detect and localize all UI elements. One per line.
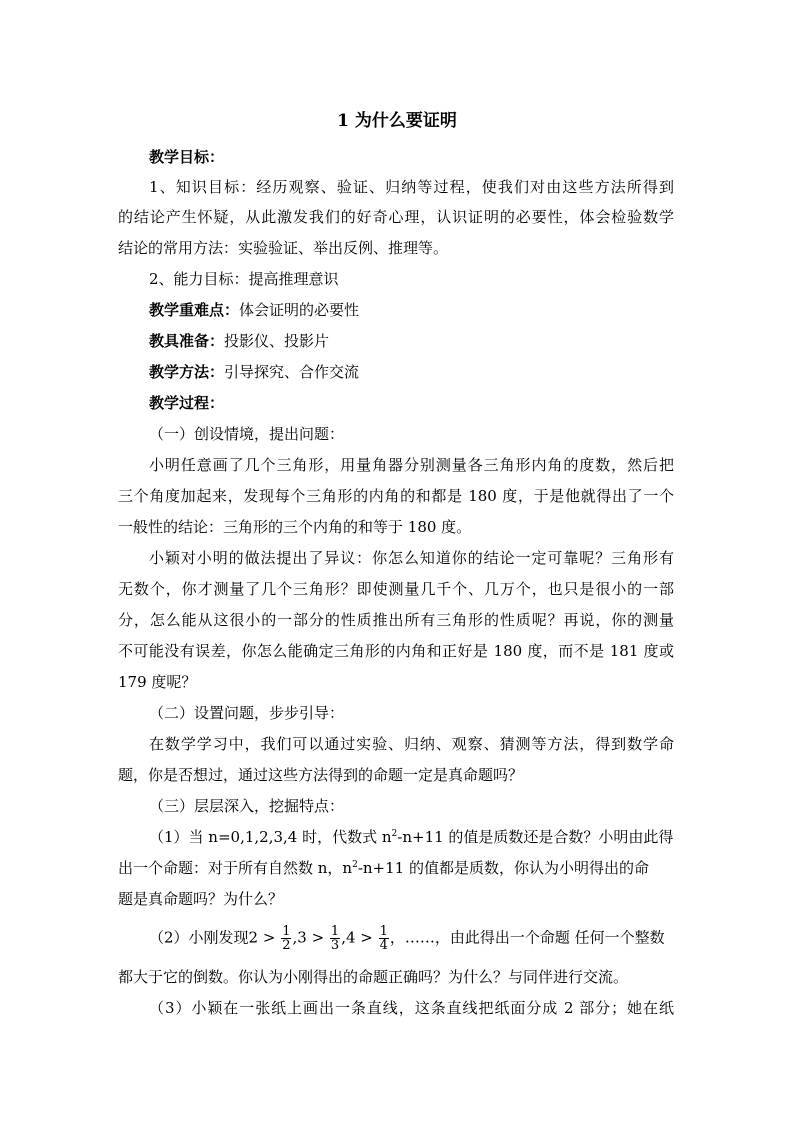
- goal1-line3: 结论的常用方法：实验验证、举出反例、推理等。: [118, 239, 449, 257]
- p3-line2: 题，你是否想过，通过这些方法得到的命题一定是真命题吗？: [118, 766, 524, 784]
- key-label: 教学重难点：: [149, 301, 240, 319]
- key-points: [149, 299, 705, 320]
- method-label: 教学方法：: [149, 363, 225, 381]
- q2-prefix: （2）小刚发现: [149, 928, 249, 947]
- q1-line2-a: 出一个命题：对于所有自然数 n，n: [118, 859, 353, 877]
- p2-line5: 179 度呢？: [118, 673, 197, 691]
- goal1-line2: 的结论产生怀疑，从此激发我们的好奇心理，认识证明的必要性，体会检验数学: [118, 208, 674, 226]
- q2-ineq1: 2 >: [248, 928, 281, 947]
- fraction-half: $\frac{1}{2}$: [282, 924, 291, 953]
- section3-heading: （三）层层深入，挖掘特点：: [149, 797, 345, 815]
- process-heading: 教学过程：: [149, 394, 225, 412]
- q2-line1: [149, 925, 705, 952]
- q1-line1-b: -n+11 的值是质数还是合数？小明由此得: [397, 828, 674, 846]
- p3-line1: 在数学学习中，我们可以通过实验、归纳、观察、猜测等方法，得到数学命: [149, 735, 674, 753]
- q1-line2: [118, 857, 674, 878]
- method: [149, 361, 705, 382]
- section2-heading: （二）设置问题，步步引导：: [149, 704, 345, 722]
- q1-line3: 题是真命题吗？为什么？: [118, 890, 284, 908]
- tools: [149, 330, 705, 351]
- tools-label: 教具准备：: [149, 332, 225, 350]
- p2-line4: 不可能没有误差，你怎么能确定三角形的内角和正好是 180 度，而不是 181 度或: [118, 642, 674, 660]
- page-title: 1 为什么要证明: [337, 111, 457, 131]
- p1-line3: 一般性的结论：三角形的三个内角的和等于 180 度。: [118, 518, 472, 536]
- q1-line2-exponent: 2: [352, 860, 358, 870]
- p2-line3: 分，怎么能从这很小的一部分的性质推出所有三角形的性质呢？再说，你的测量: [118, 611, 674, 629]
- q3-line1: （3）小颖在一张纸上画出一条直线，这条直线把纸面分成 2 部分；她在纸: [149, 999, 674, 1017]
- section1-heading: （一）创设情境，提出问题：: [149, 425, 345, 443]
- goals-heading: 教学目标：: [149, 148, 225, 166]
- q1-line2-b: -n+11 的值都是质数，你认为小明得出的命: [357, 859, 649, 877]
- p1-line1: 小明任意画了几个三角形，用量角器分别测量各三角形内角的度数，然后把: [149, 456, 674, 474]
- p2-line2: 无数个，你才测量了几个三角形？即使测量几千个、几万个，也只是很小的一部: [118, 580, 674, 598]
- tools-value: 投影仪、投影片: [224, 332, 330, 350]
- goal2: 2、能力目标：提高推理意识: [149, 270, 339, 288]
- fraction-quarter: $\frac{1}{4}$: [379, 924, 388, 953]
- q1-line1-a: （1）当 n=0,1,2,3,4 时，代数式 n: [149, 828, 392, 846]
- q1-line1-exponent: 2: [391, 829, 398, 839]
- goal1-line1: 1、知识目标：经历观察、验证、归纳等过程，使我们对由这些方法所得到: [149, 178, 674, 196]
- q2-line2: 都大于它的倒数。你认为小刚得出的命题正确吗？为什么？与同伴进行交流。: [118, 968, 629, 986]
- q2-ineq3: ,4 >: [341, 928, 378, 947]
- q2-suffix: ，……，由此得出一个命题 任何一个整数: [389, 928, 665, 947]
- fraction-third: $\frac{1}{3}$: [330, 924, 340, 953]
- q2-ineq2: ,3 >: [292, 928, 329, 947]
- p2-line1: 小颖对小明的做法提出了异议：你怎么知道你的结论一定可靠呢？三角形有: [149, 549, 674, 567]
- p1-line2: 三个角度加起来，发现每个三角形的内角的和都是 180 度，于是他就得出了一个: [118, 487, 674, 505]
- key-value: 体会证明的必要性: [239, 301, 360, 319]
- q1-line1: [149, 826, 705, 847]
- method-value: 引导探究、合作交流: [224, 363, 360, 381]
